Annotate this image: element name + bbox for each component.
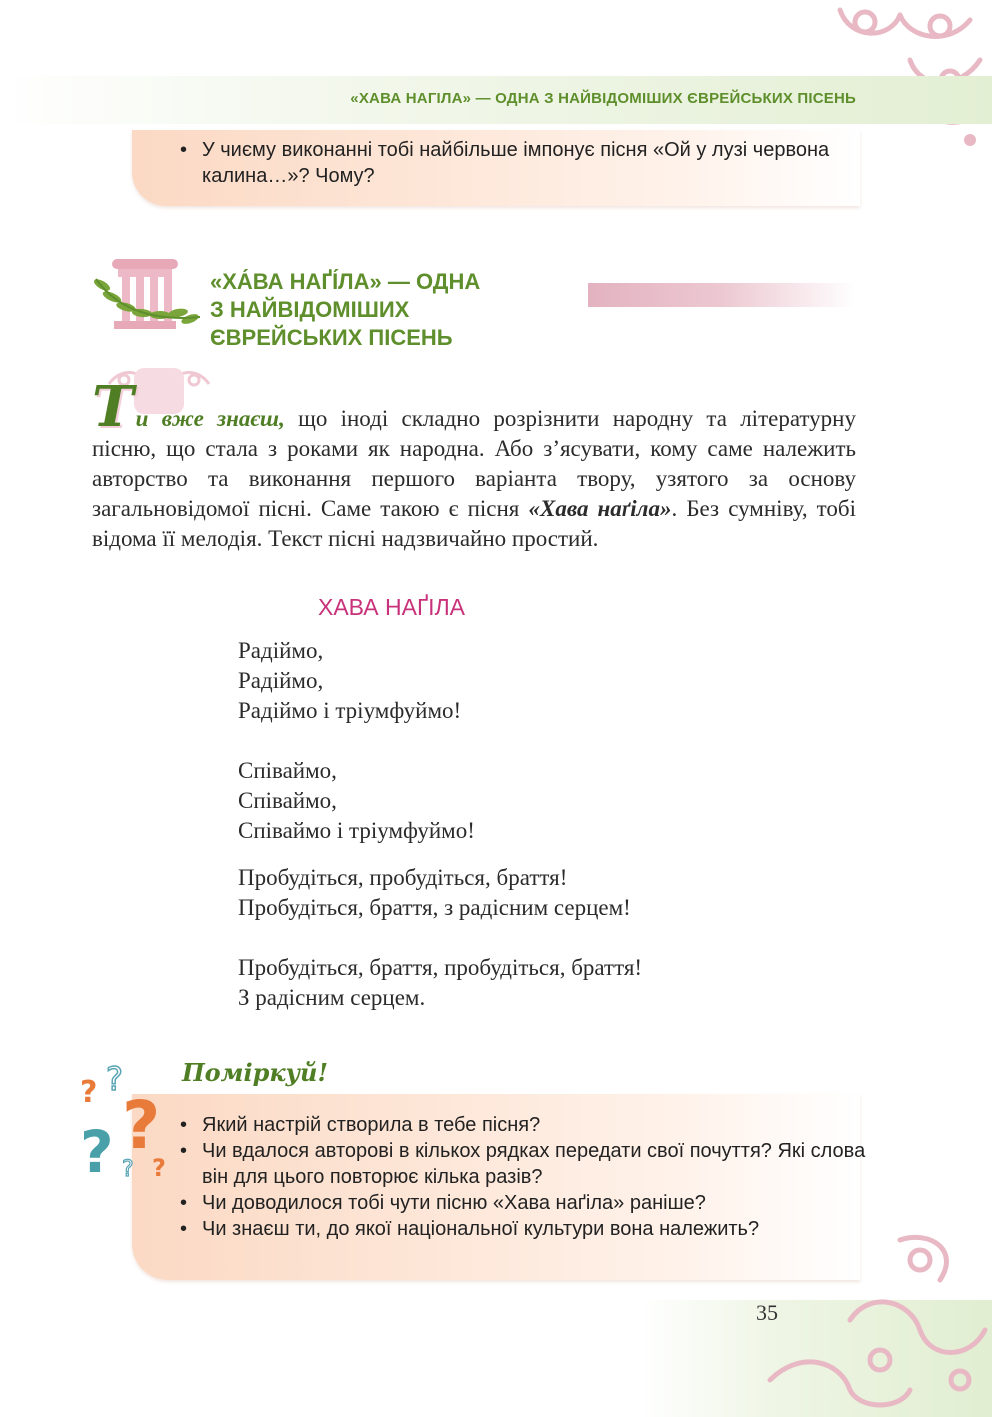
corner-ornament-top	[820, 0, 992, 150]
song-reference: «Хава наґіла»	[528, 496, 672, 521]
svg-text:?: ?	[122, 1087, 161, 1164]
running-header: «ХАВА НАГІЛА» — ОДНА З НАЙВІДОМІШИХ ЄВРЕЙСЬКИХ ПІСЕНЬ	[350, 90, 856, 107]
section-title-line: «ХА́ВА НАҐІ́ЛА» — ОДНА	[210, 269, 481, 294]
page-number: 35	[756, 1300, 778, 1325]
list-item: • Чи доводилося тобі чути пісню «Хава наґіла» раніше?	[176, 1190, 866, 1216]
section-title-line: ЄВРЕЙСЬКИХ ПІСЕНЬ	[210, 325, 453, 350]
question-list-think	[176, 1112, 866, 1242]
section-title-line: З НАЙВІДОМІШИХ	[210, 297, 410, 322]
verse-line: Радіймо,	[238, 638, 324, 663]
list-item: • У чиєму виконанні тобі найбільше імпонує пісня «Ой у лузі червона калина…»? Чому?	[176, 137, 866, 189]
verse-line: Співаймо,	[238, 758, 337, 783]
section-title	[210, 268, 480, 352]
verse-line: Радіймо,	[238, 668, 324, 693]
corner-ornament-bottom	[760, 1230, 992, 1417]
column-laurel-icon	[90, 255, 202, 335]
verse-line: З радісним серцем.	[238, 985, 426, 1010]
verse-line: Радіймо і тріумфуймо!	[238, 698, 462, 723]
verse	[238, 863, 631, 923]
verse	[238, 953, 642, 1013]
song-title: ХАВА НАҐІЛА	[318, 594, 466, 620]
svg-text:?: ?	[122, 1157, 134, 1180]
svg-text:?: ?	[80, 1118, 114, 1180]
verse	[238, 756, 475, 846]
section-accent-bar	[588, 283, 856, 307]
dropcap-letter: Т	[92, 374, 134, 440]
svg-text:?: ?	[80, 1075, 98, 1110]
paragraph-text: . Без сумніву, тобі відома її мелодія. Текст пісні надзвичайно простий.	[92, 496, 857, 551]
paragraph-text: що іноді складно розрізнити народну та літературну пісню, що стала з роками як народна. Або з’ясувати, кому саме належить авторство та виконання першого варіанта твору, узятого за основу загальновідомої пісні. Саме такою є пісня	[92, 406, 856, 521]
list-item: • Чи вдалося авторові в кількох рядках передати свої почуття? Які слова він для цього повторює кілька разів?	[176, 1138, 866, 1190]
think-label: Поміркуй!	[182, 1058, 328, 1087]
question-list-top	[176, 137, 866, 189]
question-marks-icon	[78, 1060, 178, 1180]
svg-text:?: ?	[106, 1060, 123, 1098]
verse	[238, 636, 461, 726]
list-item: • Чи знаєш ти, до якої національної культури вона належить?	[176, 1216, 866, 1242]
verse-line: Пробудіться, пробудіться, браття!	[238, 865, 568, 890]
verse-line: Співаймо і тріумфуймо!	[238, 818, 475, 843]
intro-phrase: и вже знаєш,	[135, 406, 285, 431]
verse-line: Пробудіться, браття, пробудіться, браття!	[238, 955, 643, 980]
intro-paragraph	[92, 374, 857, 554]
verse-line: Пробудіться, браття, з радісним серцем!	[238, 895, 631, 920]
list-item: • Який настрій створила в тебе пісня?	[176, 1112, 866, 1138]
svg-text:?: ?	[152, 1154, 166, 1180]
verse-line: Співаймо,	[238, 788, 337, 813]
